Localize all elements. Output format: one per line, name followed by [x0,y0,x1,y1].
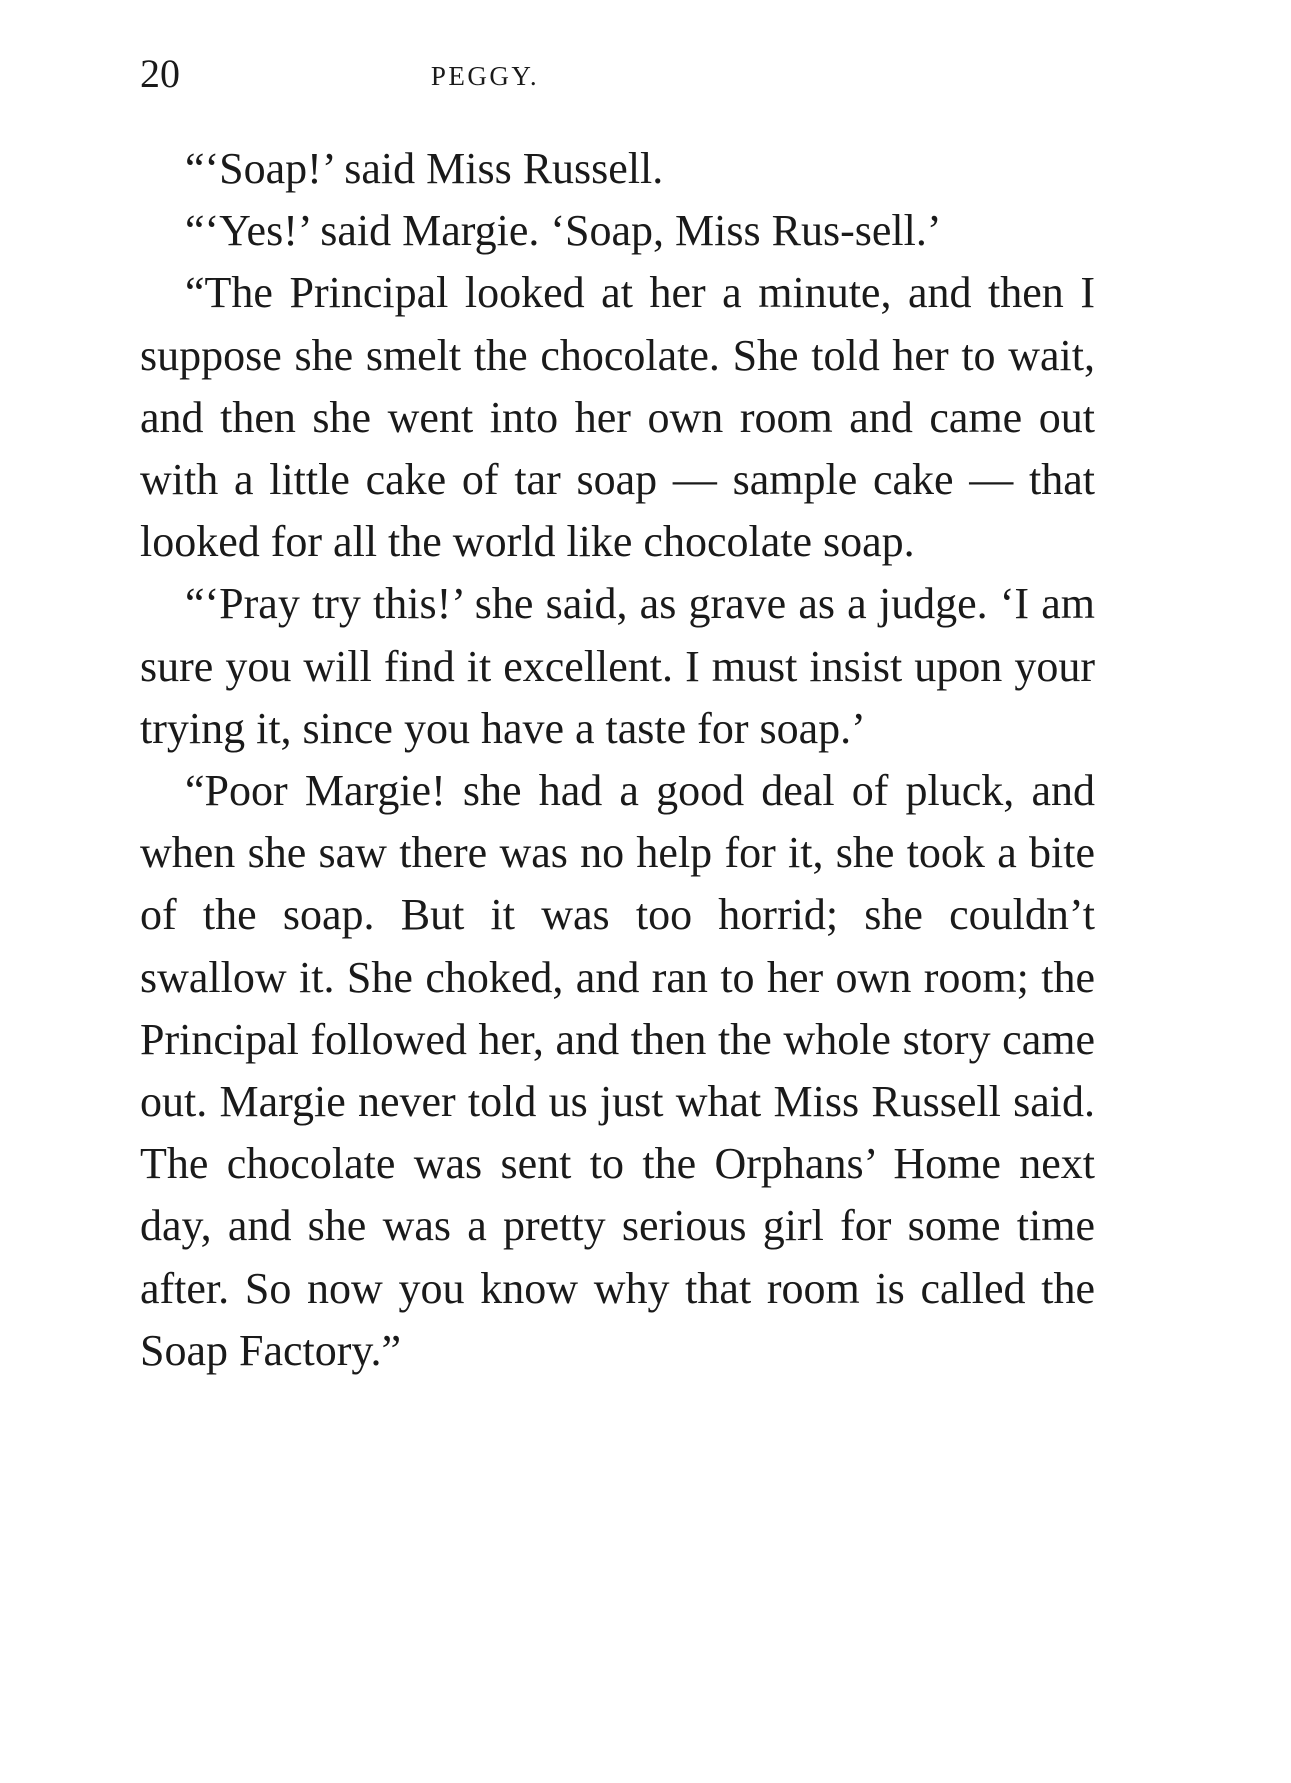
paragraph: “‘Soap!’ said Miss Russell. [185,144,664,193]
page-number: 20 [140,51,180,96]
body-text [140,138,1095,1382]
running-title: PEGGY. [430,61,540,91]
paragraph: “The Principal looked at her a minute, and then I suppose she smelt the chocolate. She told her to wait, and then she went into her own room and came out with a little cake of tar soap — sample cake — that looked for all the world like chocolate soap. [140,268,1095,567]
running-head [140,44,1095,104]
paragraph: “Poor Margie! she had a good deal of pluck, and when she saw there was no help for it, she took a bite of the soap. But it was too horrid; she couldn’t swallow it. She choked, and ran to her own room; the Principal followed her, and then the whole story came out. Margie never told us just what Miss Russell said. The chocolate was sent to the Orphans’ Home next day, and she was a pretty serious girl for some time after. So now you know why that room is called the Soap Factory.” [140,766,1095,1375]
paragraph: “‘Pray try this!’ she said, as grave as a judge. ‘I am sure you will find it excellent. I must insist upon your trying it, since you have a taste for soap.’ [140,579,1095,753]
paragraph: “‘Yes!’ said Margie. ‘Soap, Miss Rus-sell.’ [185,206,942,256]
